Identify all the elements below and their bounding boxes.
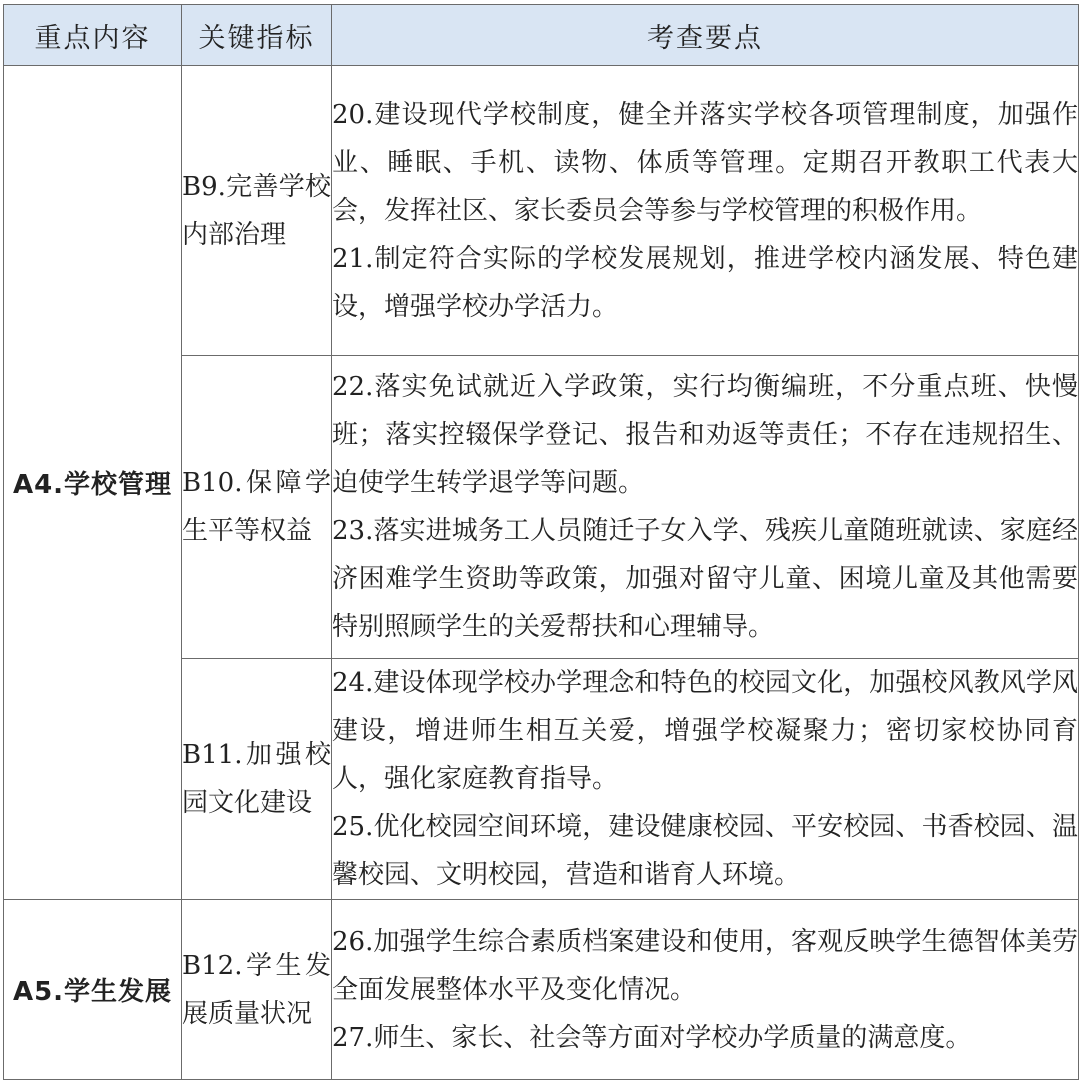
point-27: 27.师生、家长、社会等方面对学校办学质量的满意度。 <box>332 1022 972 1053</box>
key-content-a5: A5.学生发展 <box>4 900 182 1080</box>
header-key-indicator: 关键指标 <box>182 5 332 66</box>
check-points-b12 <box>332 900 1079 1080</box>
indicator-b10: B10.保障学生平等权益 <box>182 356 332 659</box>
indicator-b9: B9.完善学校内部治理 <box>182 66 332 356</box>
table-row <box>4 66 1079 356</box>
point-21: 21.制定符合实际的学校发展规划，推进学校内涵发展、特色建设，增强学校办学活力。 <box>332 243 1078 322</box>
point-22: 22.落实免试就近入学政策，实行均衡编班，不分重点班、快慢班；落实控辍保学登记、报告和劝返等责任；不存在违规招生、迫使学生转学退学等问题。 <box>332 372 1078 498</box>
header-check-points: 考查要点 <box>332 5 1079 66</box>
header-row <box>4 5 1079 66</box>
point-23: 23.落实进城务工人员随迁子女入学、残疾儿童随班就读、家庭经济困难学生资助等政策，加强对留守儿童、困境儿童及其他需要特别照顾学生的关爱帮扶和心理辅导。 <box>332 516 1078 642</box>
table-row <box>4 900 1079 1080</box>
point-26: 26.加强学生综合素质档案建设和使用，客观反映学生德智体美劳全面发展整体水平及变化情况。 <box>332 926 1078 1005</box>
evaluation-table <box>3 4 1079 1080</box>
indicator-b12: B12.学生发展质量状况 <box>182 900 332 1080</box>
header-key-content: 重点内容 <box>4 5 182 66</box>
point-25: 25.优化校园空间环境，建设健康校园、平安校园、书香校园、温馨校园、文明校园，营造和谐育人环境。 <box>332 812 1078 890</box>
check-points-b11 <box>332 659 1079 900</box>
indicator-b11: B11.加强校园文化建设 <box>182 659 332 900</box>
key-content-a4: A4.学校管理 <box>4 66 182 900</box>
point-20: 20.建设现代学校制度，健全并落实学校各项管理制度，加强作业、睡眠、手机、读物、体质等管理。定期召开教职工代表大会，发挥社区、家长委员会等参与学校管理的积极作用。 <box>332 99 1078 226</box>
check-points-b9 <box>332 66 1079 356</box>
check-points-b10 <box>332 356 1079 659</box>
point-24: 24.建设体现学校办学理念和特色的校园文化，加强校风教风学风建设，增进师生相互关爱，增强学校凝聚力；密切家校协同育人，强化家庭教育指导。 <box>332 668 1078 794</box>
